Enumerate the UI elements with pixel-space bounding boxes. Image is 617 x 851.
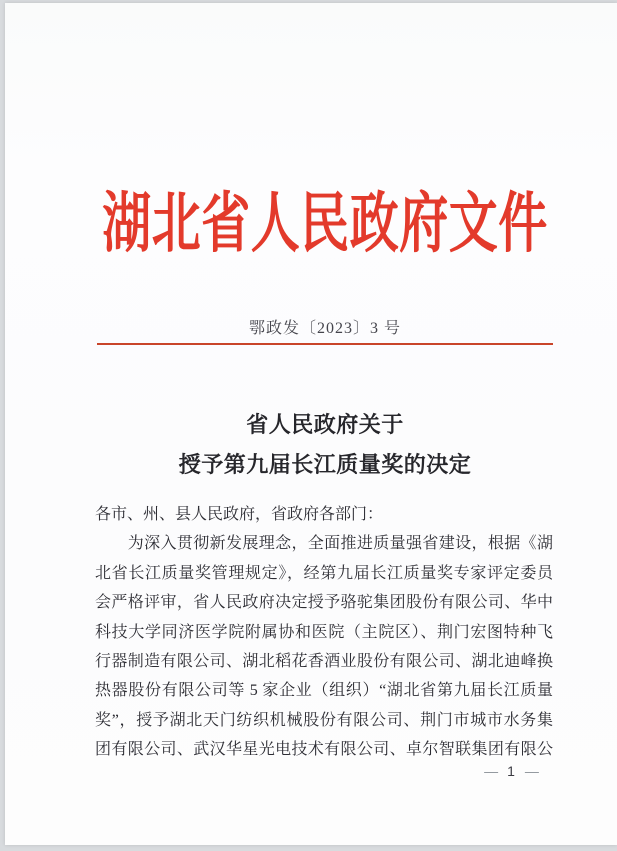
- document-title: [33, 405, 617, 485]
- document-title-line2: 授予第九届长江质量奖的决定: [178, 452, 472, 477]
- page-number-dash-left: —: [484, 763, 498, 779]
- document-number: 鄂政发〔2023〕3 号: [248, 320, 401, 337]
- body-text-line: 会严格评审，省人民政府决定授予骆驼集团股份有限公司、华中: [95, 594, 553, 612]
- body-text-line: 奖”，授予湖北天门纺织机械股份有限公司、荆门市城市水务集: [95, 711, 553, 729]
- salutation-line: 各市、州、县人民政府，省政府各部门：: [95, 506, 384, 523]
- page-number: [470, 761, 552, 781]
- body-text-line: 热器股份有限公司等 5 家企业（组织）“湖北省第九届长江质量: [95, 682, 553, 700]
- body-text-line: 北省长江质量奖管理规定》，经第九届长江质量奖专家评定委员: [95, 564, 553, 582]
- body-text-line: 团有限公司、武汉华星光电技术有限公司、卓尔智联集团有限公: [95, 741, 553, 759]
- body-text-line: 科技大学同济医学院附属协和医院（主院区）、荆门宏图特种飞: [95, 623, 553, 641]
- body-text-line: 行器制造有限公司、湖北稻花香酒业股份有限公司、湖北迪峰换: [95, 652, 553, 670]
- page-number-dash-right: —: [524, 763, 538, 779]
- letterhead-text: 湖北省人民政府文件: [102, 186, 548, 260]
- body-paragraph: [95, 529, 553, 764]
- document-letterhead: [33, 186, 617, 260]
- document-body: [95, 500, 553, 765]
- body-text-line: 为深入贯彻新发展理念，全面推进质量强省建设，根据《湖: [95, 535, 553, 553]
- document-page: [5, 3, 617, 845]
- document-title-line1: 省人民政府关于: [246, 412, 404, 437]
- red-divider-rule: [97, 343, 553, 345]
- page-number-value: 1: [507, 763, 515, 779]
